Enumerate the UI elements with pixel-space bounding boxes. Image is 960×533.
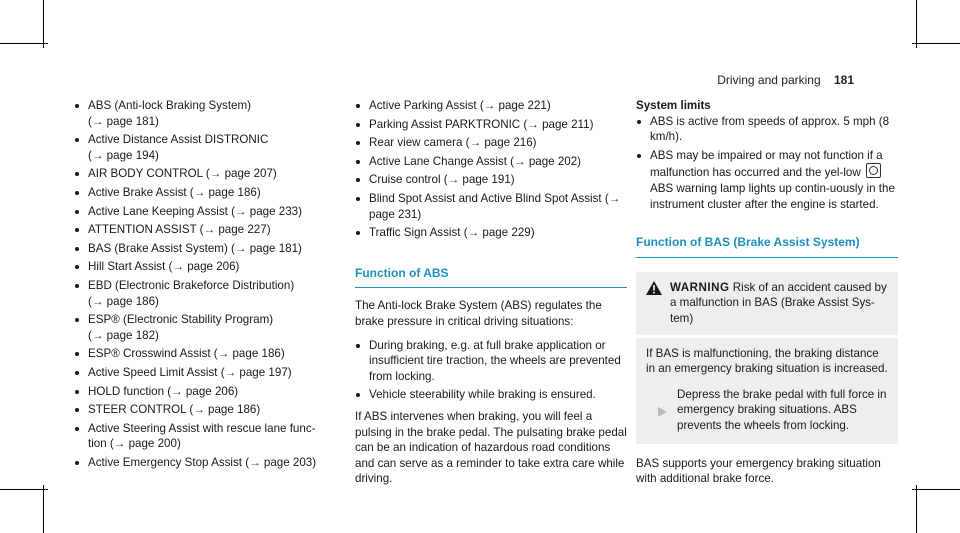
bas-outro: BAS supports your emergency braking situation with additional brake force. xyxy=(636,456,881,486)
warning-triangle-icon xyxy=(646,281,662,295)
instruction-step xyxy=(646,387,888,434)
list-item: EBD (Electronic Brakeforce Distribution) (→ page 186) xyxy=(74,278,346,309)
list-item: HOLD function (→ page 206) xyxy=(74,384,346,400)
section-name: Driving and parking xyxy=(717,73,821,87)
warning-body: If BAS is malfunctioning, the braking distance in an emergency braking situation is increased. xyxy=(646,346,888,376)
warning-label: WARNING xyxy=(670,280,730,294)
list-item: Active Distance Assist DISTRONIC (→ page 194) xyxy=(74,132,346,163)
list-item: During braking, e.g. at full brake application or insufficient tire traction, the wheels are prevented from locking. xyxy=(355,338,627,385)
crop-mark xyxy=(43,0,44,48)
list-item: ABS (Anti-lock Braking System) (→ page 181) xyxy=(74,98,346,129)
system-list xyxy=(355,98,627,241)
abs-outro: If ABS intervenes when braking, you will feel a pulsing in the brake pedal. The pulsating brake pedal can be an indication of hazardous road conditions and can serve as a reminder to take extra care while driving. xyxy=(355,409,627,486)
list-item: Active Steering Assist with rescue lane func- tion (→ page 200) xyxy=(74,421,346,452)
warning-box xyxy=(636,272,898,444)
abs-bullets xyxy=(355,338,627,403)
crop-mark xyxy=(0,43,48,44)
crop-mark xyxy=(0,489,48,490)
page-number: 181 xyxy=(833,73,854,87)
list-item: Traffic Sign Assist (→ page 229) xyxy=(355,225,627,241)
list-item: Active Speed Limit Assist (→ page 197) xyxy=(74,365,346,381)
abs-warning-lamp-icon xyxy=(866,163,881,178)
list-item: BAS (Brake Assist System) (→ page 181) xyxy=(74,241,346,257)
list-item: STEER CONTROL (→ page 186) xyxy=(74,402,346,418)
system-list xyxy=(74,98,346,470)
list-item: Cruise control (→ page 191) xyxy=(355,172,627,188)
list-item: Parking Assist PARKTRONIC (→ page 211) xyxy=(355,117,627,133)
warning-header xyxy=(636,280,898,338)
list-item: Active Brake Assist (→ page 186) xyxy=(74,185,346,201)
step-arrow-icon xyxy=(658,390,667,434)
section-title-bas: Function of BAS (Brake Assist System) xyxy=(636,235,898,258)
list-item: AIR BODY CONTROL (→ page 207) xyxy=(74,166,346,182)
warning-text: Risk of an accident caused by a malfunction in BAS (Brake Assist Sys-tem) xyxy=(670,280,887,325)
list-item: ABS is active from speeds of approx. 5 mph (8 km/h). xyxy=(636,114,898,145)
crop-mark xyxy=(916,485,917,533)
crop-mark xyxy=(912,43,960,44)
list-item: Active Parking Assist (→ page 221) xyxy=(355,98,627,114)
column-middle xyxy=(355,98,627,495)
limits-title: System limits xyxy=(636,99,711,112)
list-item: Active Lane Keeping Assist (→ page 233) xyxy=(74,204,346,220)
running-header xyxy=(717,73,854,89)
column-left xyxy=(74,98,346,473)
list-item: ESP® Crosswind Assist (→ page 186) xyxy=(74,346,346,362)
list-item: ATTENTION ASSIST (→ page 227) xyxy=(74,222,346,238)
limits-bullets xyxy=(636,114,898,213)
list-item: Vehicle steerability while braking is ensured. xyxy=(355,387,627,403)
list-item: ESP® (Electronic Stability Program) (→ page 182) xyxy=(74,312,346,343)
crop-mark xyxy=(912,489,960,490)
list-item: Hill Start Assist (→ page 206) xyxy=(74,259,346,275)
crop-mark xyxy=(43,485,44,533)
list-item: Rear view camera (→ page 216) xyxy=(355,135,627,151)
list-item: Active Lane Change Assist (→ page 202) xyxy=(355,154,627,170)
abs-intro: The Anti-lock Brake System (ABS) regulates the brake pressure in critical driving situations: xyxy=(355,299,602,328)
list-item: ABS may be impaired or may not function if a malfunction has occurred and the yel-low ABS warning lamp lights up contin-uously in the instrument cluster after the engine is started. xyxy=(636,148,898,212)
crop-mark xyxy=(916,0,917,48)
column-right xyxy=(636,98,898,495)
section-title-abs: Function of ABS xyxy=(355,266,627,289)
step-text: Depress the brake pedal with full force in emergency braking situations. ABS prevents the wheels from locking. xyxy=(677,387,887,432)
list-item: Active Emergency Stop Assist (→ page 203) xyxy=(74,455,346,471)
list-item: Blind Spot Assist and Active Blind Spot Assist (→ page 231) xyxy=(355,191,627,222)
